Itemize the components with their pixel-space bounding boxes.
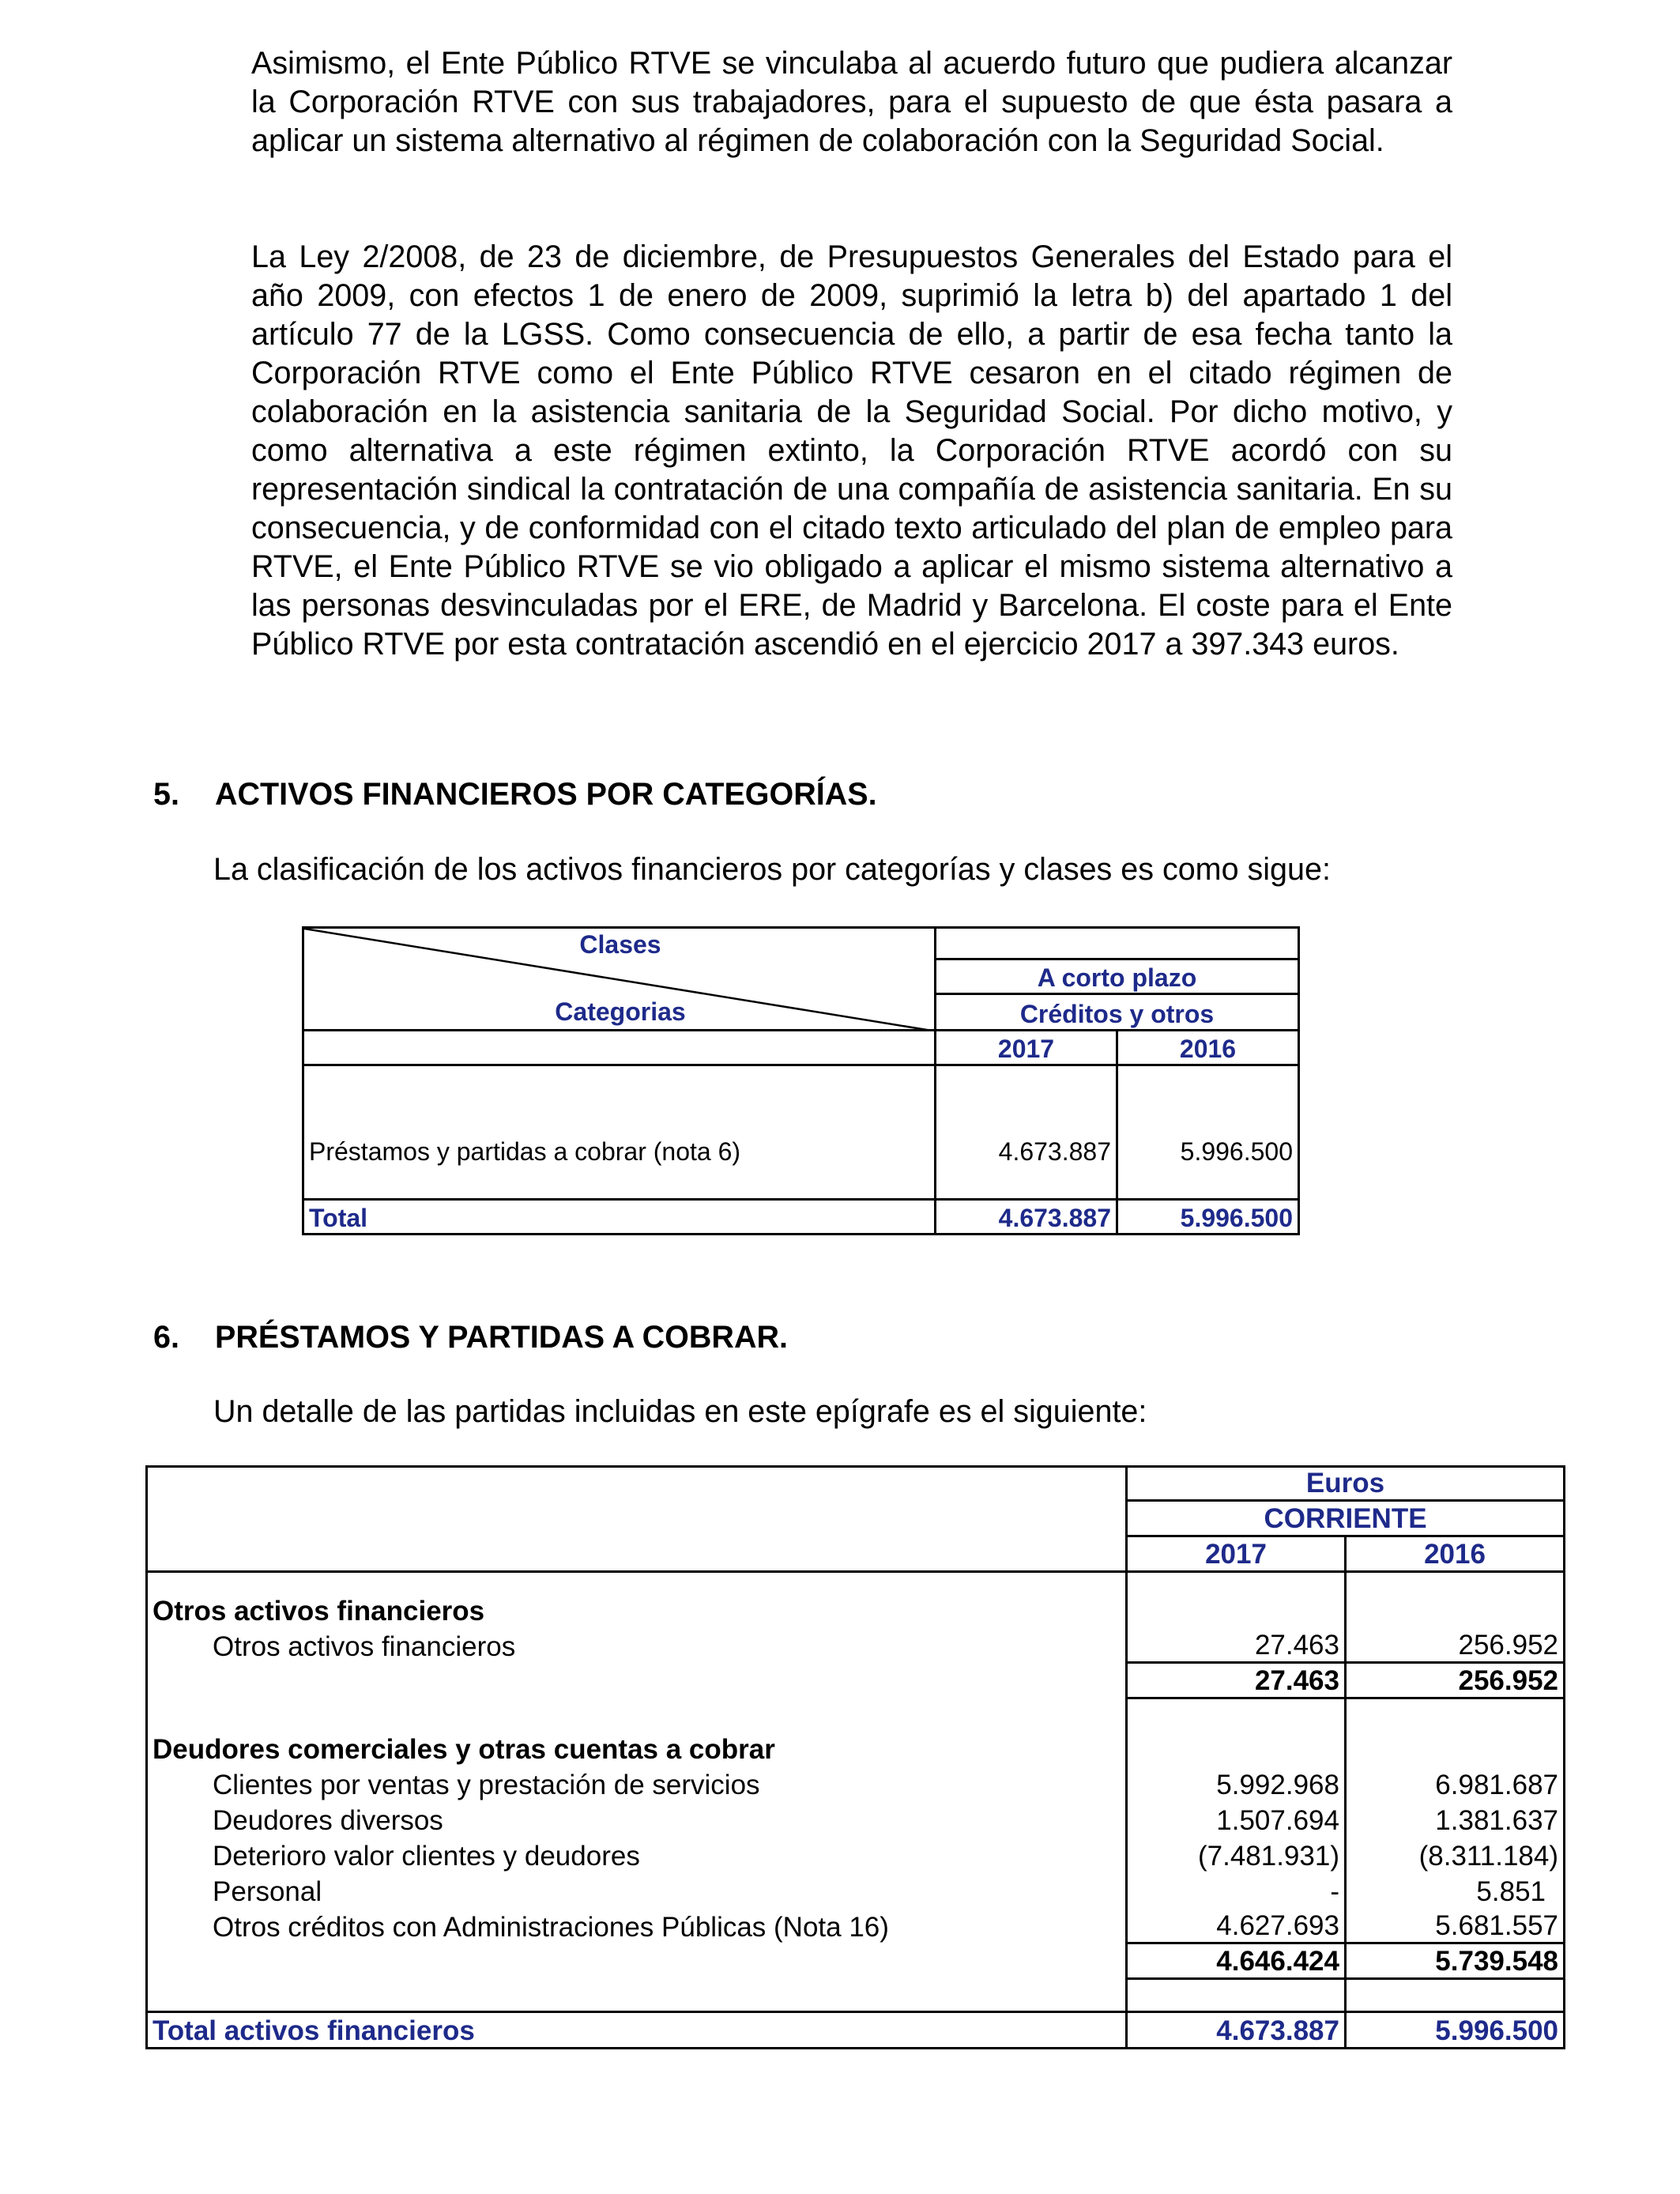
group-title-deudores: Deudores comerciales y otras cuentas a cobrar: [147, 1698, 1127, 1766]
header-empty-cell: [936, 928, 1299, 959]
row-label: Otros créditos con Administraciones Públicas (Nota 16): [147, 1908, 1127, 1943]
row-label: Deudores diversos: [147, 1801, 1127, 1837]
spacer-cell: [147, 1979, 1127, 2012]
section-5-title: ACTIVOS FINANCIEROS POR CATEGORÍAS.: [215, 777, 877, 812]
row-value-2017: (7.481.931): [1127, 1837, 1346, 1872]
section-5-number: 5.: [153, 777, 179, 812]
row-label: Clientes por ventas y prestación de servicios: [147, 1766, 1127, 1801]
row-label: Personal: [147, 1872, 1127, 1908]
loans-receivables-table: [145, 1465, 1565, 2049]
section-6-title: PRÉSTAMOS Y PARTIDAS A COBRAR.: [215, 1320, 788, 1355]
row-value-2017: 5.992.968: [1127, 1766, 1346, 1801]
spacer-cell: [147, 1943, 1127, 1979]
row-value-2016: 256.952: [1346, 1627, 1565, 1663]
table-row: [147, 1872, 1565, 1908]
row-value-2017: 4.627.693: [1127, 1908, 1346, 1943]
spacer-cell: [1127, 1979, 1346, 2012]
header-year-2017: 2017: [936, 1031, 1117, 1065]
spacer-cell: [1127, 1698, 1346, 1766]
total-value-2016: 5.996.500: [1117, 1200, 1299, 1235]
table-row: [147, 1908, 1565, 1943]
total-value-2016: 5.996.500: [1346, 2012, 1565, 2049]
table-row: [147, 1766, 1565, 1801]
spacer-cell: [1346, 1572, 1565, 1627]
table-row: [147, 1801, 1565, 1837]
section-6-intro: Un detalle de las partidas incluidas en este epígrafe es el siguiente:: [213, 1394, 1147, 1429]
paragraph-2: La Ley 2/2008, de 23 de diciembre, de Presupuestos Generales del Estado para el año 2009, con efectos 1 de enero de 2009, suprimió la letra b) del apartado 1 del artículo 77 de la LGSS. Como consecuencia de ello, a partir de esa fecha tanto la Corporación RTVE como el Ente Público RTVE cesaron en el citado régimen de colaboración en la asistencia sanitaria de la Seguridad Social. Por dicho motivo, y como alternativa a este régimen extinto, la Corporación RTVE acordó con su representación sindical la contratación de una compañía de asistencia sanitaria. En su consecuencia, y de conformidad con el citado texto articulado del plan de empleo para RTVE, el Ente Público RTVE se vio obligado a aplicar el mismo sistema alternativo a las personas desvinculadas por el ERE, de Madrid y Barcelona. El coste para el Ente Público RTVE por esta contratación ascendió en el ejercicio 2017 a 397.343 euros.: [251, 239, 1452, 662]
row-value-2016: 6.981.687: [1346, 1766, 1565, 1801]
subtotal-2-2016: 5.739.548: [1346, 1943, 1565, 1979]
header-corriente: CORRIENTE: [1127, 1501, 1565, 1536]
group-title-otros-activos: Otros activos financieros: [147, 1572, 1127, 1627]
header-year-2016: 2016: [1346, 1536, 1565, 1572]
row-label: Deterioro valor clientes y deudores: [147, 1837, 1127, 1872]
row-label: Otros activos financieros: [147, 1627, 1127, 1663]
header-euros: Euros: [1127, 1467, 1565, 1501]
row-value-2016: 5.851: [1346, 1872, 1565, 1908]
spacer-cell: [1127, 1572, 1346, 1627]
row-value-2016: 1.381.637: [1346, 1801, 1565, 1837]
paragraph-1: Asimismo, el Ente Público RTVE se vinculaba al acuerdo futuro que pudiera alcanzar la Corporación RTVE con sus trabajadores, para el supuesto de que ésta pasara a aplicar un sistema alternativo al régimen de colaboración con la Seguridad Social.: [251, 46, 1452, 158]
row-label-prestamos: Préstamos y partidas a cobrar (nota 6): [303, 1065, 936, 1200]
spacer-cell: [1346, 1698, 1565, 1766]
header-a-corto-plazo: A corto plazo: [936, 959, 1299, 994]
header-year-2017: 2017: [1127, 1536, 1346, 1572]
spacer-cell: [1346, 1979, 1565, 2012]
section-6-heading: [153, 1320, 788, 1355]
header-categorias: Categorias: [555, 997, 686, 1026]
subtotal-2-2017: 4.646.424: [1127, 1943, 1346, 1979]
row-value-2016: 5.996.500: [1117, 1065, 1299, 1200]
total-value-2017: 4.673.887: [936, 1200, 1117, 1235]
section-5-heading: [153, 777, 877, 812]
section-6-number: 6.: [153, 1320, 179, 1355]
row-value-2016: 5.681.557: [1346, 1908, 1565, 1943]
subtotal-1-2016: 256.952: [1346, 1663, 1565, 1698]
year-row-label-cell: [303, 1031, 936, 1065]
row-value-2017: 27.463: [1127, 1627, 1346, 1663]
total-label: Total: [303, 1200, 936, 1235]
total-value-2017: 4.673.887: [1127, 2012, 1346, 2049]
header-year-2016: 2016: [1117, 1031, 1299, 1065]
categories-table: [302, 926, 1300, 1235]
section-5-intro: La clasificación de los activos financieros por categorías y clases es como sigue:: [213, 852, 1331, 887]
row-value-2017: -: [1127, 1872, 1346, 1908]
header-blank-cell: [147, 1467, 1127, 1572]
spacer-cell: [147, 1663, 1127, 1698]
row-value-2017: 1.507.694: [1127, 1801, 1346, 1837]
row-value-2016: (8.311.184): [1346, 1837, 1565, 1872]
diagonal-header-cell: [303, 928, 936, 1031]
header-creditos-otros: Créditos y otros: [936, 994, 1299, 1031]
row-value-2017: 4.673.887: [936, 1065, 1117, 1200]
table-row: [147, 1627, 1565, 1663]
total-label: Total activos financieros: [147, 2012, 1127, 2049]
subtotal-1-2017: 27.463: [1127, 1663, 1346, 1698]
table-row: [147, 1837, 1565, 1872]
header-clases: Clases: [579, 930, 661, 959]
